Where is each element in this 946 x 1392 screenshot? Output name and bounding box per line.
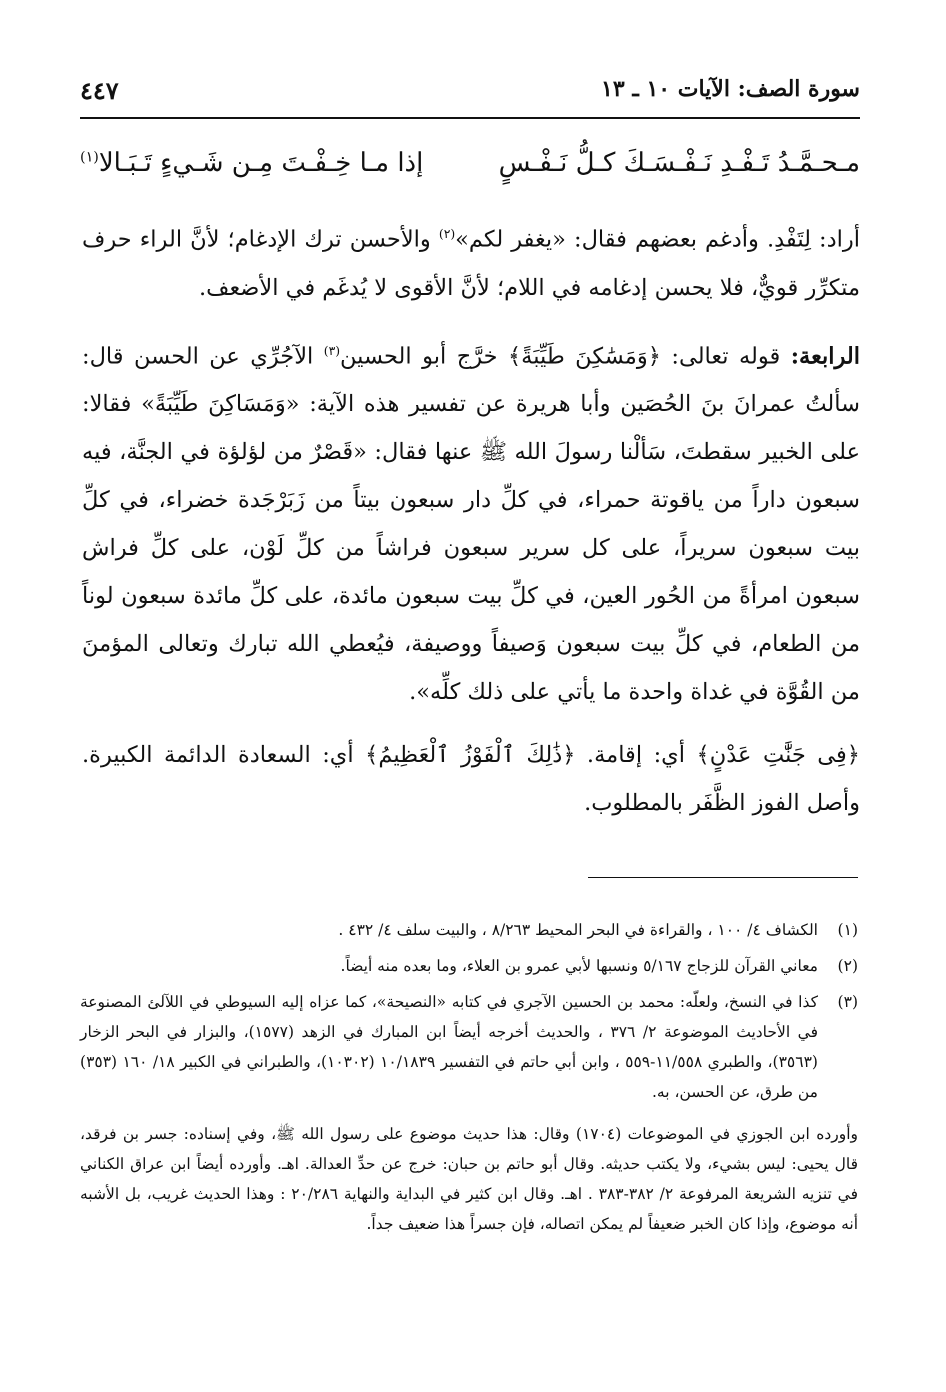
footnote-3-continuation: وأورده ابن الجوزي في الموضوعات (١٧٠٤) وقال: هذا حديث موضوع على رسول الله ﷺ، وفي إسناده: جسر بن فرقد، قال يحيى: ليس بشيء، ولا يكتب حديثه. وقال أبو حاتم بن حبان: خرج عن حدِّ العدالة. اهـ. وأورده أيضاً ابن عراق الكناني في تنزيه الشريعة المرفوعة ٢/ ٣٨٢-٣٨٣ . اهـ. وقال ابن كثير في البداية والنهاية ٢٠/٢٨٦ : وهذا الحديث غريب، بل الأشبه أنه موضوع، وإذا كان الخبر ضعيفاً لم يمكن اتصاله، فإن جسراً هذا ضعيف جداً. (80, 1125, 858, 1233)
footnote-ref-1: (١) (80, 149, 99, 166)
paragraph-1 (82, 210, 860, 312)
paragraph-1-part-a: أراد: لِتَفْدِ. وأدغم بعضهم فقال: «يغفر لكم» (455, 226, 860, 253)
hemistich-1-text: مـحـمَّـدُ تَـفْـدِ نَـفْـسَـكَ كـلُّ نَـفْـسٍ (498, 148, 860, 178)
poem-first-hemistich (499, 148, 860, 178)
paragraph-2 (82, 327, 860, 717)
paragraph-1-part-b: والأحسن ترك الإدغام؛ لأنَّ الراء حرف متكرِّر قويٌّ، فلا يحسن إدغامه في اللام؛ لأنَّ الأقوى لا يُدغَم في الأضعف. (82, 226, 860, 301)
footnotes (80, 915, 858, 1239)
footnote-ref-3: (٣) (323, 343, 341, 358)
footnote-divider (588, 877, 858, 878)
footnote-1 (80, 915, 858, 945)
paragraph-2-part-b: الآجُرِّي عن الحسن قال: سألتُ عمرانَ بنَ الحُصَين وأبا هريرة عن تفسير هذه الآية: «وَمَسَاكِنَ طَيِّبَةً» فقالا: على الخبير سقطتَ، سَألْنا رسولَ الله ﷺ عنها فقال: «قَصْرٌ من لؤلؤة في الجنَّة، فيه سبعون داراً من ياقوتة حمراء، في كلِّ دار سبعون بيتاً من زَبَرْجَدة خضراء، في كلِّ بيت سبعون سريراً، على كل سرير سبعون فراشاً من كلِّ لَوْن، على كلِّ فراش سبعون امرأةً من الحُور العين، في كلِّ بيت سبعون مائدة، على كلِّ مائدة سبعون لوناً من الطعام، في كلِّ بيت سبعون وَصيفاً ووصيفة، فيُعطي الله تبارك وتعالى المؤمنَ من القُوَّة في غداة واحدة ما يأتي على ذلك كلِّه». (82, 343, 860, 705)
poem-second-hemistich (80, 148, 423, 178)
header-divider (80, 117, 860, 119)
footnote-3 (80, 987, 858, 1107)
footnote-2-text: معاني القرآن للزجاج ٥/١٦٧ ونسبها لأبي عمرو بن العلاء، وما بعده منه أيضاً. (340, 957, 818, 975)
footnote-3-number: (٣) (837, 993, 858, 1011)
poem-verse (80, 148, 860, 202)
footnote-ref-2: (٢) (438, 227, 456, 241)
paragraph-2-part-a: قوله تعالى: ﴿وَمَسَٰكِنَ طَيِّبَةً﴾ خرَّج أبو الحسين (340, 343, 791, 369)
page-header (80, 70, 860, 116)
footnote-2-number: (٢) (837, 957, 858, 975)
footnote-1-text: الكشاف ٤/ ١٠٠ ، والقراءة في البحر المحيط ٨/٢٦٣ ، والبيت سلف ٤/ ٤٣٢ . (338, 921, 818, 939)
paragraph-3: ﴿فِى جَنَّٰتِ عَدْنٍ﴾ أي: إقامة. ﴿ذَٰلِكَ ٱلْفَوْزُ ٱلْعَظِيمُ﴾ أي: السعادة الدائمة الكبيرة. وأصل الفوز الظَّفَر بالمطلوب. (82, 742, 860, 816)
paragraph-2-lead: الرابعة: (790, 343, 860, 369)
hemistich-2-text: إذا مـا خِـفْـتَ مِـن شَـيءٍ تَـبَـالا (98, 148, 424, 178)
page-number: ٤٤٧ (80, 76, 119, 105)
running-title: سورة الصف: الآيات ١٠ ـ ١٣ (601, 76, 860, 102)
footnote-1-number: (١) (837, 921, 858, 939)
main-text (82, 210, 860, 842)
footnote-2 (80, 951, 858, 981)
footnote-3-text: كذا في النسخ، ولعلّه: محمد بن الحسين الآجري في كتابه «النصيحة»، كما عزاه إليه السيوطي في اللآلئ المصنوعة في الأحاديث الموضوعة ٢/ ٣٧٦ ، والحديث أخرجه أيضاً ابن المبارك في الزهد (١٥٧٧)، والبزار في البحر الزخار (٣٥٦٣)، والطبري ١١/٥٥٨-٥٥٩ ، وابن أبي حاتم في التفسير ١٠/١٨٣٩ (١٠٣٠٢)، والطبراني في الكبير ١٨/ ١٦٠ (٣٥٣) من طرق، عن الحسن، به. (80, 993, 818, 1101)
